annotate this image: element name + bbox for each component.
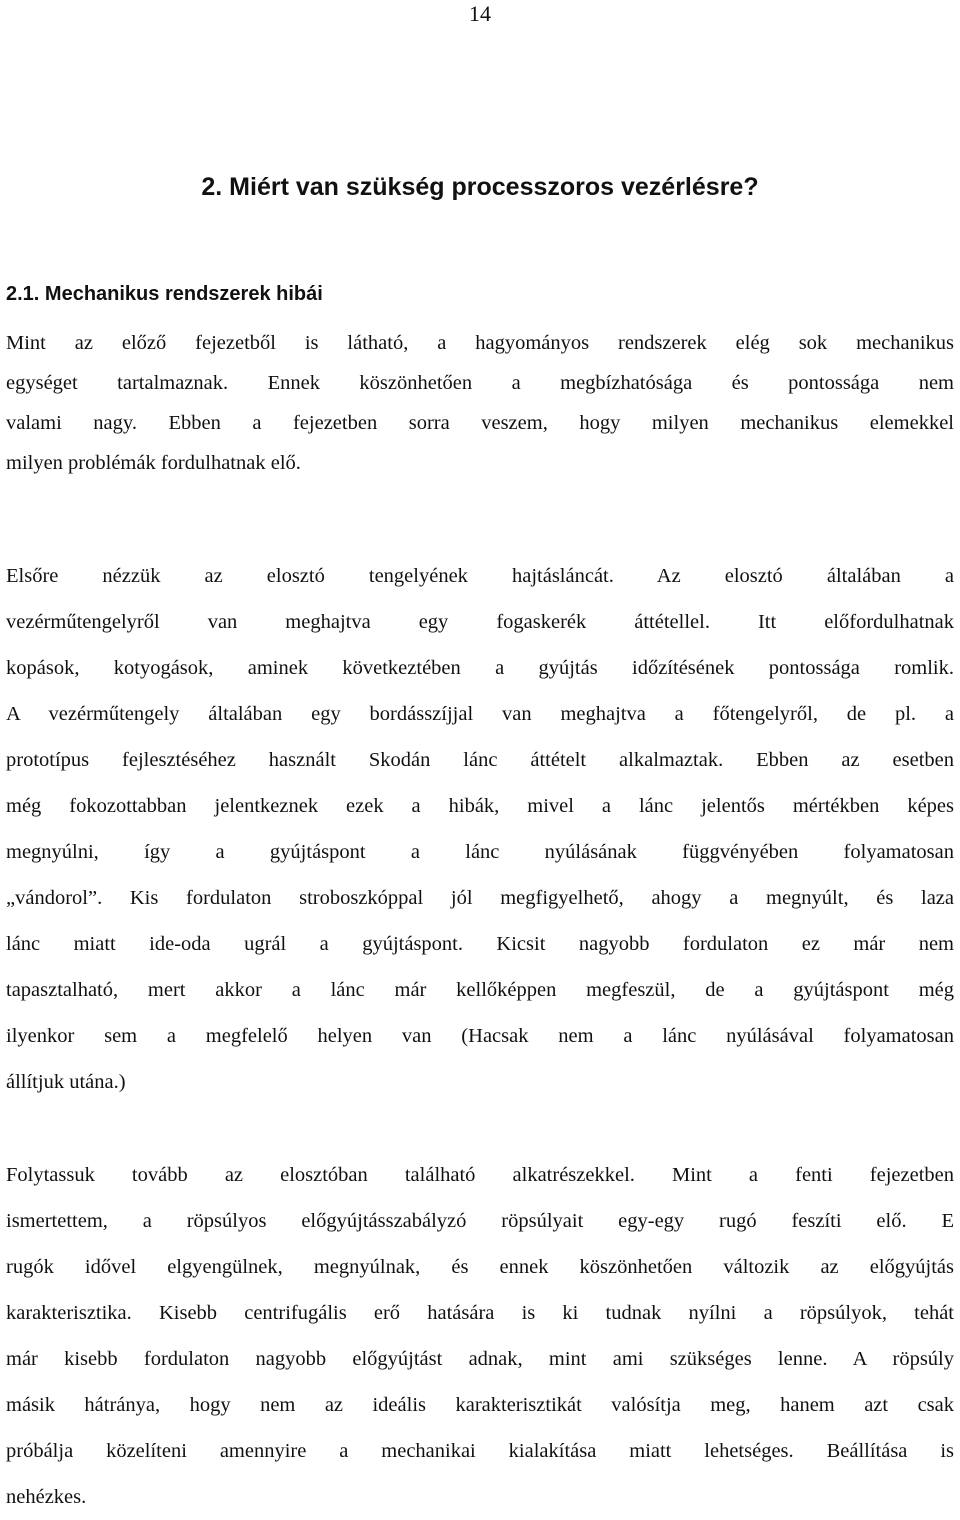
paragraph-line: kopások, kotyogások, aminek következtében a gyújtás időzítésének pontossága romlik.: [6, 657, 954, 679]
paragraph-line: másik hátránya, hogy nem az ideális karakterisztikát valósítja meg, hanem azt csak: [6, 1394, 954, 1416]
paragraph-line: „vándorol”. Kis fordulaton stroboszkóppal jól megfigyelhető, ahogy a megnyúlt, és laza: [6, 887, 954, 909]
paragraph-line: prototípus fejlesztéséhez használt Skodán lánc áttételt alkalmaztak. Ebben az esetben: [6, 749, 954, 771]
paragraph-line: vezérműtengelyről van meghajtva egy fogaskerék áttétellel. Itt előfordulhatnak: [6, 611, 954, 633]
paragraph-line: állítjuk utána.): [6, 1071, 126, 1093]
paragraph-line: A vezérműtengely általában egy bordásszíjjal van meghajtva a főtengelyről, de pl. a: [6, 703, 954, 725]
paragraph-line: karakterisztika. Kisebb centrifugális erő hatására is ki tudnak nyílni a röpsúlyok, tehát: [6, 1302, 954, 1324]
paragraph-distributor-drive: [6, 553, 954, 1105]
paragraph-line: Mint az előző fejezetből is látható, a hagyományos rendszerek elég sok mechanikus: [6, 332, 954, 354]
paragraph-line: nehézkes.: [6, 1486, 87, 1508]
paragraph-line: egységet tartalmaznak. Ennek köszönhetően a megbízhatósága és pontossága nem: [6, 372, 954, 394]
page-number: 14: [469, 1, 491, 26]
paragraph-line: valami nagy. Ebben a fejezetben sorra veszem, hogy milyen mechanikus elemekkel: [6, 412, 954, 434]
paragraph-line: próbálja közelíteni amennyire a mechanikai kialakítása miatt lehetséges. Beállítása is: [6, 1440, 954, 1462]
paragraph-line: ismertettem, a röpsúlyos előgyújtásszabályzó röpsúlyait egy-egy rugó feszíti elő. E: [6, 1210, 954, 1232]
paragraph-line: ilyenkor sem a megfelelő helyen van (Hacsak nem a lánc nyúlásával folyamatosan: [6, 1025, 954, 1047]
chapter-title: 2. Miért van szükség processzoros vezérlésre?: [201, 173, 759, 201]
paragraph-line: Folytassuk tovább az elosztóban található alkatrészekkel. Mint a fenti fejezetben: [6, 1164, 954, 1186]
paragraph-line: rugók idővel elgyengülnek, megnyúlnak, és ennek köszönhetően változik az előgyújtás: [6, 1256, 954, 1278]
paragraph-line: már kisebb fordulaton nagyobb előgyújtást adnak, mint ami szükséges lenne. A röpsúly: [6, 1348, 954, 1370]
paragraph-line: még fokozottabban jelentkeznek ezek a hibák, mivel a lánc jelentős mértékben képes: [6, 795, 954, 817]
section-title: 2.1. Mechanikus rendszerek hibái: [6, 283, 323, 305]
paragraph-line: milyen problémák fordulhatnak elő.: [6, 452, 301, 474]
paragraph-line: megnyúlni, így a gyújtáspont a lánc nyúlásának függvényében folyamatosan: [6, 841, 954, 863]
paragraph-line: tapasztalható, mert akkor a lánc már kellőképpen megfeszül, de a gyújtáspont még: [6, 979, 954, 1001]
paragraph-centrifugal-advance: [6, 1152, 954, 1520]
paragraph-line: lánc miatt ide-oda ugrál a gyújtáspont. Kicsit nagyobb fordulaton ez már nem: [6, 933, 954, 955]
paragraph-intro: [6, 323, 954, 483]
paragraph-line: Elsőre nézzük az elosztó tengelyének hajtásláncát. Az elosztó általában a: [6, 565, 954, 587]
